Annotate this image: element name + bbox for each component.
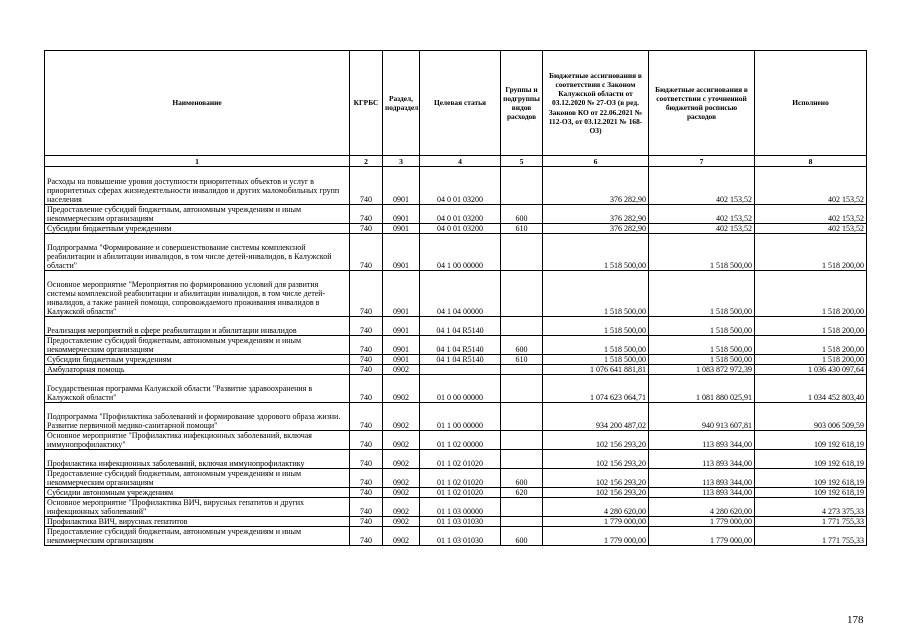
row-section: 0902 bbox=[383, 498, 420, 517]
row-refined-amount: 402 153,52 bbox=[649, 167, 755, 205]
row-target: 01 1 02 01020 bbox=[420, 488, 501, 498]
row-refined-amount: 1 083 872 972,39 bbox=[649, 365, 755, 375]
row-executed-amount: 1 771 755,33 bbox=[755, 517, 867, 527]
row-law-amount: 376 282,90 bbox=[543, 167, 649, 205]
row-group: 600 bbox=[501, 527, 543, 546]
table-row bbox=[45, 469, 867, 488]
column-number: 2 bbox=[350, 156, 383, 167]
row-group: 610 bbox=[501, 224, 543, 234]
row-law-amount: 934 200 487,02 bbox=[543, 403, 649, 431]
row-name: Предоставление субсидий бюджетным, автономным учреждениям и иным некоммерческим организациям bbox=[45, 527, 350, 546]
row-executed-amount: 1 036 430 097,64 bbox=[755, 365, 867, 375]
header-groups: Группы и подгруппы видов расходов bbox=[501, 51, 543, 156]
row-law-amount: 1 518 500,00 bbox=[543, 355, 649, 365]
table-row bbox=[45, 167, 867, 205]
row-target: 04 1 04 R5140 bbox=[420, 355, 501, 365]
row-law-amount: 1 779 000,00 bbox=[543, 517, 649, 527]
row-group bbox=[501, 375, 543, 403]
row-section: 0902 bbox=[383, 365, 420, 375]
row-kgrbs: 740 bbox=[350, 403, 383, 431]
row-refined-amount: 4 280 620,00 bbox=[649, 498, 755, 517]
row-executed-amount: 1 518 200,00 bbox=[755, 317, 867, 336]
row-group bbox=[501, 403, 543, 431]
row-target: 01 1 00 00000 bbox=[420, 403, 501, 431]
row-refined-amount: 113 893 344,00 bbox=[649, 488, 755, 498]
row-law-amount: 1 076 641 881,81 bbox=[543, 365, 649, 375]
table-row bbox=[45, 403, 867, 431]
row-section: 0901 bbox=[383, 205, 420, 224]
row-executed-amount: 4 273 375,33 bbox=[755, 498, 867, 517]
row-name: Расходы на повышение уровня доступности приоритетных объектов и услуг в приоритетных сферах жизнедеятельности инвалидов и других маломобильных групп населения bbox=[45, 167, 350, 205]
row-section: 0901 bbox=[383, 167, 420, 205]
row-group bbox=[501, 450, 543, 469]
row-law-amount: 102 156 293,20 bbox=[543, 450, 649, 469]
row-group bbox=[501, 317, 543, 336]
row-target bbox=[420, 365, 501, 375]
row-kgrbs: 740 bbox=[350, 469, 383, 488]
row-section: 0902 bbox=[383, 488, 420, 498]
table-row bbox=[45, 224, 867, 234]
row-name: Амбулаторная помощь bbox=[45, 365, 350, 375]
row-name: Реализация мероприятий в сфере реабилитации и абилитации инвалидов bbox=[45, 317, 350, 336]
row-name: Государственная программа Калужской области "Развитие здравоохранения в Калужской области" bbox=[45, 375, 350, 403]
row-group bbox=[501, 365, 543, 375]
row-target: 04 1 04 R5140 bbox=[420, 317, 501, 336]
table-row bbox=[45, 234, 867, 271]
row-kgrbs: 740 bbox=[350, 450, 383, 469]
header-executed: Исполнено bbox=[755, 51, 867, 156]
table-row bbox=[45, 431, 867, 450]
row-executed-amount: 402 153,52 bbox=[755, 224, 867, 234]
row-group: 600 bbox=[501, 205, 543, 224]
table-row bbox=[45, 488, 867, 498]
row-executed-amount: 1 034 452 803,40 bbox=[755, 375, 867, 403]
row-kgrbs: 740 bbox=[350, 375, 383, 403]
row-group: 600 bbox=[501, 336, 543, 355]
row-refined-amount: 940 913 607,81 bbox=[649, 403, 755, 431]
row-target: 04 1 04 R5140 bbox=[420, 336, 501, 355]
row-kgrbs: 740 bbox=[350, 336, 383, 355]
row-kgrbs: 740 bbox=[350, 224, 383, 234]
row-target: 01 1 02 01020 bbox=[420, 469, 501, 488]
header-law: Бюджетные ассигнования в соответствии с Законом Калужской области от 03.12.2020 № 27-ОЗ (в ред. Законов КО от 22.06.2021 № 112-ОЗ, от 03.12.2021 № 168-ОЗ) bbox=[543, 51, 649, 156]
row-refined-amount: 402 153,52 bbox=[649, 224, 755, 234]
row-target: 01 1 02 01020 bbox=[420, 450, 501, 469]
row-executed-amount: 1 518 200,00 bbox=[755, 336, 867, 355]
column-number: 4 bbox=[420, 156, 501, 167]
row-group bbox=[501, 167, 543, 205]
row-kgrbs: 740 bbox=[350, 498, 383, 517]
row-kgrbs: 740 bbox=[350, 167, 383, 205]
row-group: 610 bbox=[501, 355, 543, 365]
row-target: 01 0 00 00000 bbox=[420, 375, 501, 403]
header-refined: Бюджетные ассигнования в соответствии с уточненной бюджетной росписью расходов bbox=[649, 51, 755, 156]
row-section: 0901 bbox=[383, 336, 420, 355]
column-number: 6 bbox=[543, 156, 649, 167]
row-kgrbs: 740 bbox=[350, 355, 383, 365]
table-row bbox=[45, 365, 867, 375]
row-refined-amount: 1 518 500,00 bbox=[649, 234, 755, 271]
table-row bbox=[45, 336, 867, 355]
table-row bbox=[45, 355, 867, 365]
table-row bbox=[45, 527, 867, 546]
header-kgrbs: КГРБС bbox=[350, 51, 383, 156]
column-number: 3 bbox=[383, 156, 420, 167]
table-row bbox=[45, 375, 867, 403]
row-executed-amount: 402 153,52 bbox=[755, 167, 867, 205]
row-name: Основное мероприятие "Мероприятия по формированию условий для развития системы комплексной реабилитации и абилитации инвалидов, в том числе детей-инвалидов, а также ранней помощи, сопровождаемого проживания инвалидов в Калужской области" bbox=[45, 271, 350, 317]
row-target: 04 1 04 00000 bbox=[420, 271, 501, 317]
row-executed-amount: 109 192 618,19 bbox=[755, 431, 867, 450]
table-row bbox=[45, 498, 867, 517]
row-group: 600 bbox=[501, 469, 543, 488]
row-name: Основное мероприятие "Профилактика ВИЧ, вирусных гепатитов и других инфекционных заболеваний" bbox=[45, 498, 350, 517]
row-name: Подпрограмма "Профилактика заболеваний и формирование здорового образа жизни. Развитие первичной медико-санитарной помощи" bbox=[45, 403, 350, 431]
row-name: Субсидии бюджетным учреждениям bbox=[45, 224, 350, 234]
row-section: 0902 bbox=[383, 517, 420, 527]
row-name: Профилактика ВИЧ, вирусных гепатитов bbox=[45, 517, 350, 527]
row-kgrbs: 740 bbox=[350, 205, 383, 224]
row-section: 0901 bbox=[383, 224, 420, 234]
row-target: 04 1 00 00000 bbox=[420, 234, 501, 271]
row-name: Предоставление субсидий бюджетным, автономным учреждениям и иным некоммерческим организациям bbox=[45, 469, 350, 488]
row-law-amount: 1 518 500,00 bbox=[543, 271, 649, 317]
header-row bbox=[45, 51, 867, 156]
row-refined-amount: 113 893 344,00 bbox=[649, 431, 755, 450]
row-refined-amount: 113 893 344,00 bbox=[649, 450, 755, 469]
row-group: 620 bbox=[501, 488, 543, 498]
table-row bbox=[45, 205, 867, 224]
row-group bbox=[501, 517, 543, 527]
row-target: 01 1 02 00000 bbox=[420, 431, 501, 450]
row-name: Профилактика инфекционных заболеваний, включая иммунопрофилактику bbox=[45, 450, 350, 469]
row-group bbox=[501, 234, 543, 271]
header-target: Целевая статья bbox=[420, 51, 501, 156]
row-law-amount: 102 156 293,20 bbox=[543, 431, 649, 450]
row-executed-amount: 1 518 200,00 bbox=[755, 234, 867, 271]
row-executed-amount: 109 192 618,19 bbox=[755, 469, 867, 488]
row-law-amount: 1 779 000,00 bbox=[543, 527, 649, 546]
row-executed-amount: 109 192 618,19 bbox=[755, 450, 867, 469]
row-refined-amount: 1 518 500,00 bbox=[649, 271, 755, 317]
budget-table bbox=[44, 50, 867, 546]
row-executed-amount: 109 192 618,19 bbox=[755, 488, 867, 498]
row-refined-amount: 1 779 000,00 bbox=[649, 517, 755, 527]
row-law-amount: 102 156 293,20 bbox=[543, 469, 649, 488]
row-section: 0902 bbox=[383, 375, 420, 403]
row-name: Основное мероприятие "Профилактика инфекционных заболеваний, включая иммунопрофилактику" bbox=[45, 431, 350, 450]
row-kgrbs: 740 bbox=[350, 271, 383, 317]
column-number: 8 bbox=[755, 156, 867, 167]
table-row bbox=[45, 517, 867, 527]
row-name: Субсидии бюджетным учреждениям bbox=[45, 355, 350, 365]
row-section: 0902 bbox=[383, 527, 420, 546]
row-target: 04 0 01 03200 bbox=[420, 224, 501, 234]
row-law-amount: 102 156 293,20 bbox=[543, 488, 649, 498]
column-number-row bbox=[45, 156, 867, 167]
table-row bbox=[45, 317, 867, 336]
row-section: 0901 bbox=[383, 317, 420, 336]
row-name: Предоставление субсидий бюджетным, автономным учреждениям и иным некоммерческим организациям bbox=[45, 336, 350, 355]
row-executed-amount: 1 771 755,33 bbox=[755, 527, 867, 546]
row-refined-amount: 1 081 880 025,91 bbox=[649, 375, 755, 403]
row-law-amount: 1 518 500,00 bbox=[543, 336, 649, 355]
column-number: 7 bbox=[649, 156, 755, 167]
row-name: Субсидии автономным учреждениям bbox=[45, 488, 350, 498]
row-law-amount: 376 282,90 bbox=[543, 205, 649, 224]
row-executed-amount: 1 518 200,00 bbox=[755, 355, 867, 365]
row-kgrbs: 740 bbox=[350, 365, 383, 375]
row-target: 01 1 03 01030 bbox=[420, 527, 501, 546]
row-section: 0901 bbox=[383, 234, 420, 271]
column-number: 5 bbox=[501, 156, 543, 167]
header-name: Наименование bbox=[45, 51, 350, 156]
row-name: Предоставление субсидий бюджетным, автономным учреждениям и иным некоммерческим организациям bbox=[45, 205, 350, 224]
row-law-amount: 4 280 620,00 bbox=[543, 498, 649, 517]
row-section: 0902 bbox=[383, 403, 420, 431]
row-target: 04 0 01 03200 bbox=[420, 205, 501, 224]
table-row bbox=[45, 450, 867, 469]
column-number: 1 bbox=[45, 156, 350, 167]
row-executed-amount: 903 006 509,59 bbox=[755, 403, 867, 431]
row-law-amount: 1 074 623 064,71 bbox=[543, 375, 649, 403]
row-kgrbs: 740 bbox=[350, 431, 383, 450]
row-kgrbs: 740 bbox=[350, 527, 383, 546]
row-refined-amount: 1 518 500,00 bbox=[649, 317, 755, 336]
row-executed-amount: 402 153,52 bbox=[755, 205, 867, 224]
row-name: Подпрограмма "Формирование и совершенствование системы комплексной реабилитации и абилитации инвалидов, в том числе детей-инвалидов, в Калужской области" bbox=[45, 234, 350, 271]
row-section: 0902 bbox=[383, 450, 420, 469]
row-group bbox=[501, 431, 543, 450]
row-refined-amount: 402 153,52 bbox=[649, 205, 755, 224]
page-number: 178 bbox=[847, 614, 864, 626]
row-kgrbs: 740 bbox=[350, 517, 383, 527]
row-section: 0902 bbox=[383, 431, 420, 450]
table-row bbox=[45, 271, 867, 317]
row-target: 01 1 03 01030 bbox=[420, 517, 501, 527]
row-law-amount: 1 518 500,00 bbox=[543, 317, 649, 336]
row-executed-amount: 1 518 200,00 bbox=[755, 271, 867, 317]
row-group bbox=[501, 271, 543, 317]
row-kgrbs: 740 bbox=[350, 317, 383, 336]
row-refined-amount: 1 779 000,00 bbox=[649, 527, 755, 546]
row-target: 01 1 03 00000 bbox=[420, 498, 501, 517]
row-refined-amount: 1 518 500,00 bbox=[649, 336, 755, 355]
row-law-amount: 1 518 500,00 bbox=[543, 234, 649, 271]
row-section: 0901 bbox=[383, 271, 420, 317]
row-refined-amount: 113 893 344,00 bbox=[649, 469, 755, 488]
row-law-amount: 376 282,90 bbox=[543, 224, 649, 234]
row-group bbox=[501, 498, 543, 517]
row-refined-amount: 1 518 500,00 bbox=[649, 355, 755, 365]
row-kgrbs: 740 bbox=[350, 234, 383, 271]
row-target: 04 0 01 03200 bbox=[420, 167, 501, 205]
row-kgrbs: 740 bbox=[350, 488, 383, 498]
row-section: 0902 bbox=[383, 469, 420, 488]
header-section: Раздел, подраздел bbox=[383, 51, 420, 156]
row-section: 0901 bbox=[383, 355, 420, 365]
